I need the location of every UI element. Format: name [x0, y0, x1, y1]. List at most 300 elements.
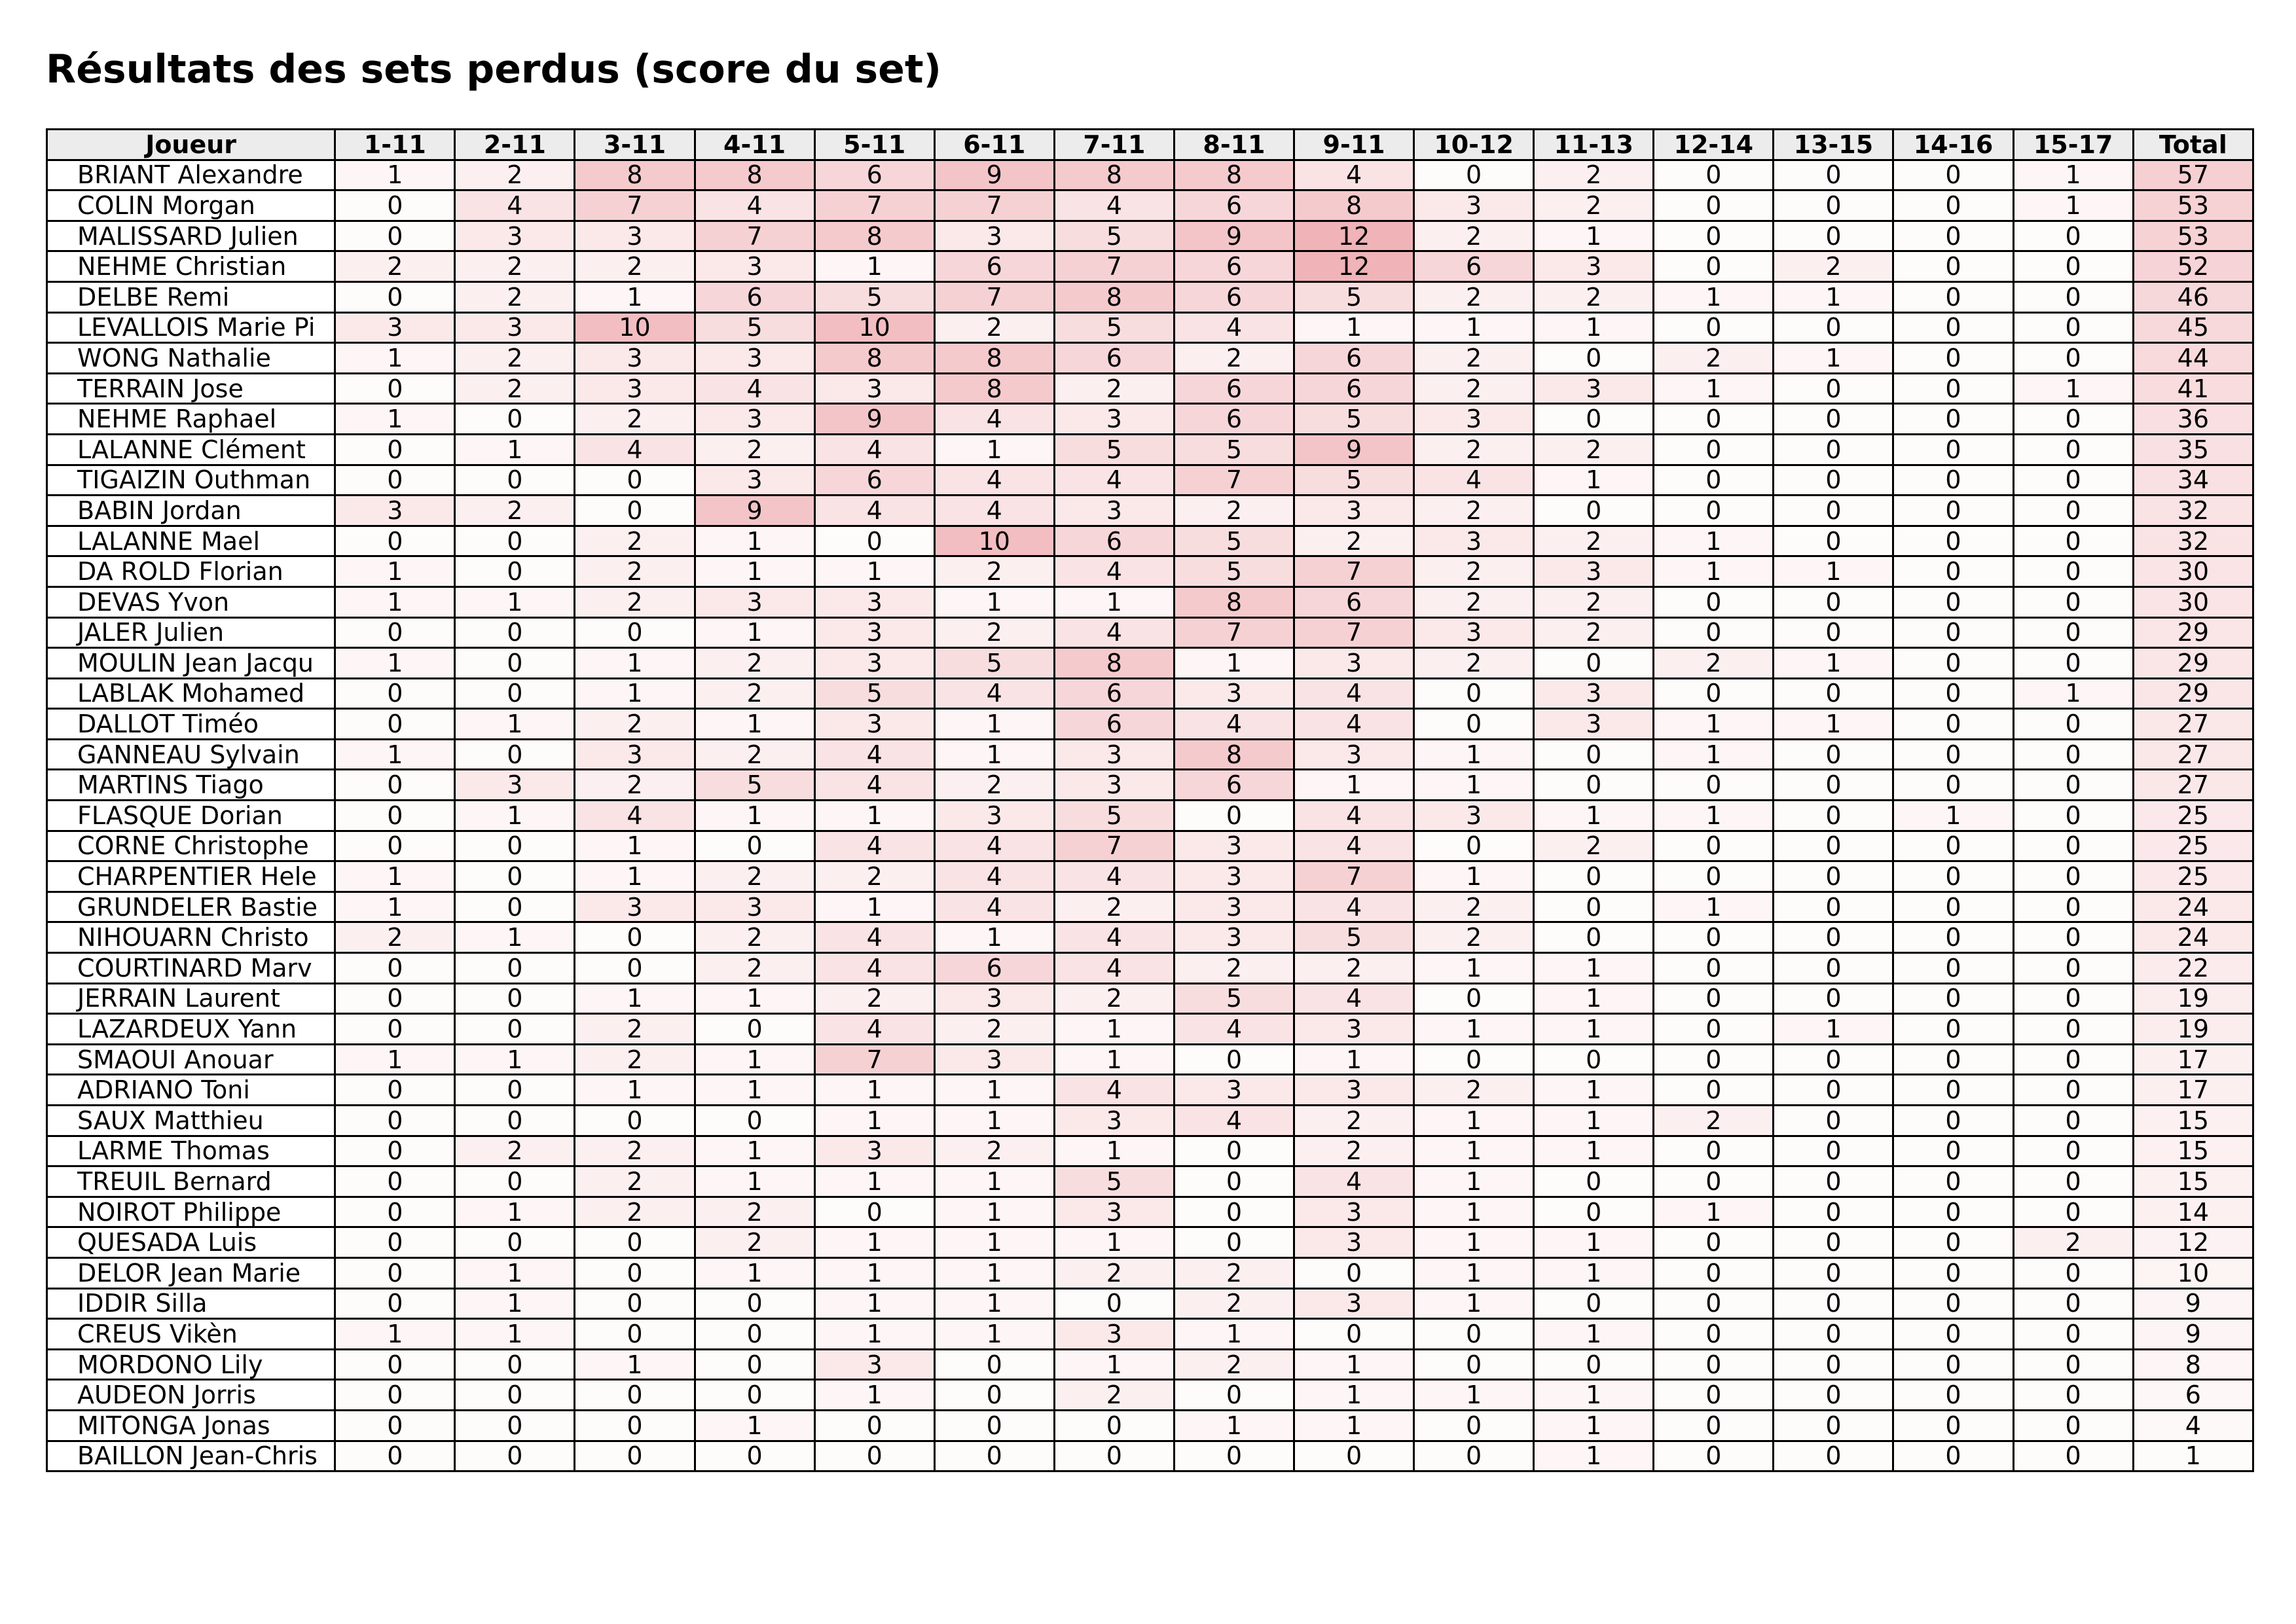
- score-cell: 0: [814, 526, 934, 556]
- player-name-cell: COURTINARD Marv: [47, 953, 335, 984]
- score-cell: 0: [1534, 1349, 1654, 1380]
- score-cell: 0: [455, 983, 575, 1014]
- score-cell: 0: [2013, 1319, 2133, 1350]
- score-cell: 0: [1654, 1257, 1774, 1288]
- score-cell: 3: [575, 343, 695, 374]
- score-cell: 2: [1534, 617, 1654, 648]
- player-name-cell: TREUIL Bernard: [47, 1166, 335, 1197]
- score-cell: 2: [1054, 1380, 1174, 1411]
- player-name-cell: SMAOUI Anouar: [47, 1044, 335, 1075]
- score-cell: 2: [934, 770, 1054, 801]
- total-cell: 4: [2133, 1410, 2253, 1441]
- score-cell: 2: [575, 1044, 695, 1075]
- score-cell: 0: [2013, 496, 2133, 526]
- score-cell: 4: [1054, 922, 1174, 953]
- score-cell: 0: [1774, 373, 1893, 404]
- score-cell: 1: [455, 801, 575, 831]
- score-cell: 3: [1054, 739, 1174, 770]
- score-cell: 7: [695, 221, 814, 251]
- score-cell: 2: [695, 648, 814, 679]
- score-cell: 0: [2013, 648, 2133, 679]
- score-cell: 5: [1174, 556, 1294, 587]
- score-cell: 1: [814, 1106, 934, 1136]
- score-cell: 4: [814, 922, 934, 953]
- table-row: [47, 312, 2253, 343]
- score-cell: 5: [814, 678, 934, 709]
- score-cell: 1: [1654, 556, 1774, 587]
- score-cell: 2: [1654, 1106, 1774, 1136]
- score-cell: 0: [2013, 465, 2133, 496]
- score-cell: 0: [2013, 831, 2133, 861]
- score-cell: 0: [575, 1288, 695, 1319]
- score-cell: 1: [1654, 526, 1774, 556]
- score-cell: 6: [1414, 251, 1534, 282]
- score-cell: 8: [934, 373, 1054, 404]
- score-cell: 4: [1054, 617, 1174, 648]
- score-cell: 5: [1294, 281, 1414, 312]
- score-cell: 5: [1294, 404, 1414, 435]
- score-cell: 6: [1054, 343, 1174, 374]
- score-cell: 2: [575, 770, 695, 801]
- score-cell: 0: [2013, 404, 2133, 435]
- score-cell: 1: [1054, 1136, 1174, 1166]
- score-cell: 0: [1893, 1380, 2013, 1411]
- score-cell: 0: [335, 434, 455, 465]
- score-cell: 0: [1774, 1319, 1893, 1350]
- score-cell: 1: [814, 1075, 934, 1106]
- table-row: [47, 770, 2253, 801]
- column-header: 1-11: [335, 130, 455, 160]
- score-cell: 1: [335, 861, 455, 892]
- table-row: [47, 1166, 2253, 1197]
- score-cell: 3: [1294, 1288, 1414, 1319]
- score-cell: 1: [934, 1319, 1054, 1350]
- player-name-cell: DALLOT Timéo: [47, 709, 335, 740]
- score-cell: 2: [1414, 648, 1534, 679]
- score-cell: 2: [1414, 1075, 1534, 1106]
- score-cell: 1: [1534, 1380, 1654, 1411]
- score-cell: 1: [1414, 1227, 1534, 1258]
- score-cell: 2: [575, 556, 695, 587]
- score-cell: 0: [1774, 770, 1893, 801]
- score-cell: 0: [335, 373, 455, 404]
- header-row: [47, 130, 2253, 160]
- score-cell: 0: [1774, 1441, 1893, 1471]
- column-header: 9-11: [1294, 130, 1414, 160]
- score-cell: 0: [1534, 1197, 1654, 1227]
- score-cell: 1: [2013, 373, 2133, 404]
- score-cell: 1: [335, 648, 455, 679]
- score-cell: 2: [575, 709, 695, 740]
- score-cell: 1: [814, 1380, 934, 1411]
- score-cell: 0: [1774, 586, 1893, 617]
- column-header: 11-13: [1534, 130, 1654, 160]
- score-cell: 0: [1414, 709, 1534, 740]
- player-name-cell: COLIN Morgan: [47, 190, 335, 221]
- score-cell: 0: [1654, 1441, 1774, 1471]
- score-cell: 0: [1774, 221, 1893, 251]
- score-cell: 0: [1654, 190, 1774, 221]
- score-cell: 6: [1174, 770, 1294, 801]
- score-cell: 0: [814, 1441, 934, 1471]
- player-name-cell: NEHME Raphael: [47, 404, 335, 435]
- player-name-cell: LARME Thomas: [47, 1136, 335, 1166]
- score-cell: 7: [575, 190, 695, 221]
- player-name-cell: DA ROLD Florian: [47, 556, 335, 587]
- score-cell: 4: [575, 801, 695, 831]
- score-cell: 0: [1774, 404, 1893, 435]
- score-cell: 0: [1654, 312, 1774, 343]
- total-cell: 46: [2133, 281, 2253, 312]
- score-cell: 0: [335, 1075, 455, 1106]
- score-cell: 7: [1174, 465, 1294, 496]
- score-cell: 0: [1774, 496, 1893, 526]
- score-cell: 1: [695, 1257, 814, 1288]
- column-header: Total: [2133, 130, 2253, 160]
- score-cell: 6: [1054, 709, 1174, 740]
- score-cell: 7: [1294, 861, 1414, 892]
- score-cell: 1: [1534, 1410, 1654, 1441]
- player-name-cell: GRUNDELER Bastie: [47, 892, 335, 922]
- score-cell: 4: [1174, 709, 1294, 740]
- score-cell: 0: [1774, 190, 1893, 221]
- table-row: [47, 526, 2253, 556]
- player-name-cell: MALISSARD Julien: [47, 221, 335, 251]
- score-cell: 0: [2013, 770, 2133, 801]
- table-row: [47, 831, 2253, 861]
- score-cell: 0: [1534, 496, 1654, 526]
- table-row: [47, 892, 2253, 922]
- score-cell: 0: [1774, 1106, 1893, 1136]
- score-cell: 2: [934, 1014, 1054, 1045]
- total-cell: 25: [2133, 801, 2253, 831]
- score-cell: 4: [1294, 892, 1414, 922]
- score-cell: 0: [2013, 281, 2133, 312]
- score-cell: 2: [575, 526, 695, 556]
- total-cell: 8: [2133, 1349, 2253, 1380]
- score-cell: 0: [1654, 1288, 1774, 1319]
- score-cell: 3: [1294, 1197, 1414, 1227]
- score-cell: 0: [1414, 983, 1534, 1014]
- score-cell: 0: [335, 709, 455, 740]
- score-cell: 1: [2013, 160, 2133, 190]
- score-cell: 0: [575, 496, 695, 526]
- table-row: [47, 586, 2253, 617]
- score-cell: 3: [814, 648, 934, 679]
- score-cell: 2: [1534, 434, 1654, 465]
- score-cell: 0: [335, 281, 455, 312]
- score-cell: 2: [695, 1227, 814, 1258]
- score-cell: 5: [695, 312, 814, 343]
- score-cell: 0: [2013, 1288, 2133, 1319]
- score-cell: 0: [1534, 343, 1654, 374]
- score-cell: 8: [575, 160, 695, 190]
- score-cell: 2: [695, 953, 814, 984]
- score-cell: 7: [1294, 617, 1414, 648]
- score-cell: 1: [575, 648, 695, 679]
- score-cell: 3: [1054, 1197, 1174, 1227]
- score-cell: 0: [2013, 1014, 2133, 1045]
- score-cell: 3: [1534, 678, 1654, 709]
- score-cell: 4: [814, 1014, 934, 1045]
- score-cell: 0: [695, 1106, 814, 1136]
- score-cell: 2: [814, 983, 934, 1014]
- score-cell: 1: [1534, 1014, 1654, 1045]
- score-cell: 0: [1893, 1106, 2013, 1136]
- score-cell: 5: [1294, 922, 1414, 953]
- score-cell: 0: [2013, 801, 2133, 831]
- player-name-cell: AUDEON Jorris: [47, 1380, 335, 1411]
- score-cell: 0: [2013, 1166, 2133, 1197]
- score-cell: 1: [1534, 1441, 1654, 1471]
- score-cell: 1: [1534, 465, 1654, 496]
- score-cell: 1: [934, 1257, 1054, 1288]
- score-cell: 0: [1774, 1136, 1893, 1166]
- score-cell: 2: [455, 343, 575, 374]
- score-cell: 1: [1414, 1166, 1534, 1197]
- score-cell: 3: [1414, 617, 1534, 648]
- score-cell: 0: [575, 1441, 695, 1471]
- score-cell: 1: [455, 709, 575, 740]
- score-cell: 3: [1414, 801, 1534, 831]
- score-cell: 0: [1774, 678, 1893, 709]
- score-cell: 4: [1054, 1075, 1174, 1106]
- total-cell: 44: [2133, 343, 2253, 374]
- score-cell: 4: [934, 831, 1054, 861]
- score-cell: 1: [1534, 312, 1654, 343]
- score-cell: 0: [575, 1319, 695, 1350]
- score-cell: 8: [814, 343, 934, 374]
- total-cell: 41: [2133, 373, 2253, 404]
- score-cell: 3: [695, 586, 814, 617]
- player-name-cell: WONG Nathalie: [47, 343, 335, 374]
- column-header: 14-16: [1893, 130, 2013, 160]
- score-cell: 3: [1414, 190, 1534, 221]
- score-cell: 0: [1893, 281, 2013, 312]
- score-cell: 0: [1414, 831, 1534, 861]
- table-row: [47, 1257, 2253, 1288]
- score-cell: 3: [814, 373, 934, 404]
- score-cell: 0: [1774, 312, 1893, 343]
- score-cell: 2: [335, 251, 455, 282]
- score-cell: 3: [575, 373, 695, 404]
- total-cell: 27: [2133, 739, 2253, 770]
- score-cell: 0: [695, 1380, 814, 1411]
- score-cell: 1: [695, 1075, 814, 1106]
- score-cell: 2: [934, 556, 1054, 587]
- total-cell: 35: [2133, 434, 2253, 465]
- score-cell: 0: [335, 831, 455, 861]
- table-row: [47, 678, 2253, 709]
- score-cell: 1: [1174, 1410, 1294, 1441]
- score-cell: 0: [335, 1106, 455, 1136]
- score-cell: 7: [1054, 831, 1174, 861]
- score-cell: 2: [814, 861, 934, 892]
- table-row: [47, 1014, 2253, 1045]
- score-cell: 4: [1054, 465, 1174, 496]
- score-cell: 0: [335, 221, 455, 251]
- total-cell: 25: [2133, 831, 2253, 861]
- score-cell: 0: [1893, 1257, 2013, 1288]
- total-cell: 52: [2133, 251, 2253, 282]
- column-header: 2-11: [455, 130, 575, 160]
- score-cell: 4: [1054, 861, 1174, 892]
- table-row: [47, 556, 2253, 587]
- table-row: [47, 953, 2253, 984]
- chart-title: Résultats des sets perdus (score du set): [46, 46, 941, 92]
- score-cell: 5: [1054, 221, 1174, 251]
- score-cell: 0: [1654, 1136, 1774, 1166]
- score-cell: 2: [1174, 1288, 1294, 1319]
- score-cell: 2: [1534, 831, 1654, 861]
- score-cell: 0: [2013, 1349, 2133, 1380]
- score-cell: 3: [814, 709, 934, 740]
- score-cell: 0: [575, 465, 695, 496]
- player-name-cell: TERRAIN Jose: [47, 373, 335, 404]
- score-cell: 0: [455, 1166, 575, 1197]
- score-cell: 0: [1774, 1257, 1893, 1288]
- score-cell: 0: [455, 739, 575, 770]
- results-table: [46, 128, 2254, 1472]
- score-cell: 0: [1774, 1227, 1893, 1258]
- score-cell: 0: [455, 1106, 575, 1136]
- score-cell: 0: [335, 1197, 455, 1227]
- score-cell: 0: [455, 648, 575, 679]
- table-row: [47, 221, 2253, 251]
- score-cell: 0: [2013, 1197, 2133, 1227]
- player-name-cell: FLASQUE Dorian: [47, 801, 335, 831]
- score-cell: 0: [1893, 434, 2013, 465]
- score-cell: 1: [575, 1075, 695, 1106]
- score-cell: 0: [575, 922, 695, 953]
- score-cell: 0: [1654, 770, 1774, 801]
- score-cell: 0: [695, 1441, 814, 1471]
- score-cell: 1: [335, 343, 455, 374]
- score-cell: 1: [1774, 343, 1893, 374]
- total-cell: 53: [2133, 190, 2253, 221]
- score-cell: 7: [814, 1044, 934, 1075]
- score-cell: 3: [1054, 1106, 1174, 1136]
- score-cell: 0: [1654, 1014, 1774, 1045]
- total-cell: 9: [2133, 1319, 2253, 1350]
- score-cell: 0: [1774, 1288, 1893, 1319]
- score-cell: 0: [1774, 831, 1893, 861]
- column-header: 4-11: [695, 130, 814, 160]
- score-cell: 3: [1174, 678, 1294, 709]
- score-cell: 4: [814, 770, 934, 801]
- score-cell: 2: [575, 1166, 695, 1197]
- total-cell: 27: [2133, 709, 2253, 740]
- player-name-cell: QUESADA Luis: [47, 1227, 335, 1258]
- score-cell: 0: [1774, 1044, 1893, 1075]
- table-row: [47, 1441, 2253, 1471]
- score-cell: 0: [1893, 465, 2013, 496]
- score-cell: 2: [455, 373, 575, 404]
- score-cell: 1: [1654, 281, 1774, 312]
- score-cell: 3: [1534, 251, 1654, 282]
- score-cell: 3: [1294, 1227, 1414, 1258]
- score-cell: 2: [1294, 1136, 1414, 1166]
- score-cell: 2: [575, 251, 695, 282]
- score-cell: 1: [1534, 1319, 1654, 1350]
- score-cell: 2: [1414, 373, 1534, 404]
- score-cell: 6: [814, 160, 934, 190]
- table-row: [47, 801, 2253, 831]
- score-cell: 3: [814, 586, 934, 617]
- score-cell: 6: [1174, 251, 1294, 282]
- score-cell: 0: [1893, 953, 2013, 984]
- score-cell: 0: [335, 526, 455, 556]
- table-row: [47, 648, 2253, 679]
- total-cell: 24: [2133, 892, 2253, 922]
- total-cell: 27: [2133, 770, 2253, 801]
- score-cell: 3: [575, 892, 695, 922]
- player-name-cell: CREUS Vikèn: [47, 1319, 335, 1350]
- score-cell: 0: [2013, 1410, 2133, 1441]
- total-cell: 15: [2133, 1106, 2253, 1136]
- score-cell: 0: [335, 1166, 455, 1197]
- score-cell: 3: [1294, 648, 1414, 679]
- score-cell: 1: [455, 586, 575, 617]
- score-cell: 2: [1294, 953, 1414, 984]
- score-cell: 1: [455, 1319, 575, 1350]
- table-row: [47, 617, 2253, 648]
- score-cell: 0: [695, 1319, 814, 1350]
- score-cell: 0: [1414, 1319, 1534, 1350]
- score-cell: 0: [1774, 953, 1893, 984]
- score-cell: 1: [695, 1410, 814, 1441]
- score-cell: 2: [1534, 281, 1654, 312]
- score-cell: 0: [335, 1441, 455, 1471]
- score-cell: 3: [1174, 1075, 1294, 1106]
- score-cell: 0: [1294, 1441, 1414, 1471]
- score-cell: 0: [2013, 434, 2133, 465]
- score-cell: 1: [1534, 983, 1654, 1014]
- score-cell: 1: [934, 709, 1054, 740]
- score-cell: 2: [1054, 892, 1174, 922]
- score-cell: 2: [455, 1136, 575, 1166]
- score-cell: 1: [1414, 953, 1534, 984]
- score-cell: 0: [335, 190, 455, 221]
- score-cell: 0: [2013, 1106, 2133, 1136]
- score-cell: 1: [934, 1166, 1054, 1197]
- player-name-cell: MORDONO Lily: [47, 1349, 335, 1380]
- score-cell: 0: [455, 617, 575, 648]
- score-cell: 0: [1654, 434, 1774, 465]
- player-name-cell: CORNE Christophe: [47, 831, 335, 861]
- score-cell: 2: [575, 586, 695, 617]
- score-cell: 0: [455, 1075, 575, 1106]
- score-cell: 0: [1534, 922, 1654, 953]
- score-cell: 0: [1654, 221, 1774, 251]
- score-cell: 1: [814, 1166, 934, 1197]
- score-cell: 1: [934, 739, 1054, 770]
- score-cell: 1: [695, 526, 814, 556]
- table-row: [47, 1349, 2253, 1380]
- table-row: [47, 434, 2253, 465]
- score-cell: 2: [1414, 281, 1534, 312]
- score-cell: 9: [1294, 434, 1414, 465]
- score-cell: 0: [1534, 404, 1654, 435]
- score-cell: 0: [1893, 1197, 2013, 1227]
- score-cell: 2: [455, 496, 575, 526]
- score-cell: 0: [1654, 983, 1774, 1014]
- score-cell: 1: [1893, 801, 2013, 831]
- score-cell: 3: [695, 343, 814, 374]
- score-cell: 12: [1294, 221, 1414, 251]
- table-body: [47, 160, 2253, 1471]
- score-cell: 0: [1534, 1288, 1654, 1319]
